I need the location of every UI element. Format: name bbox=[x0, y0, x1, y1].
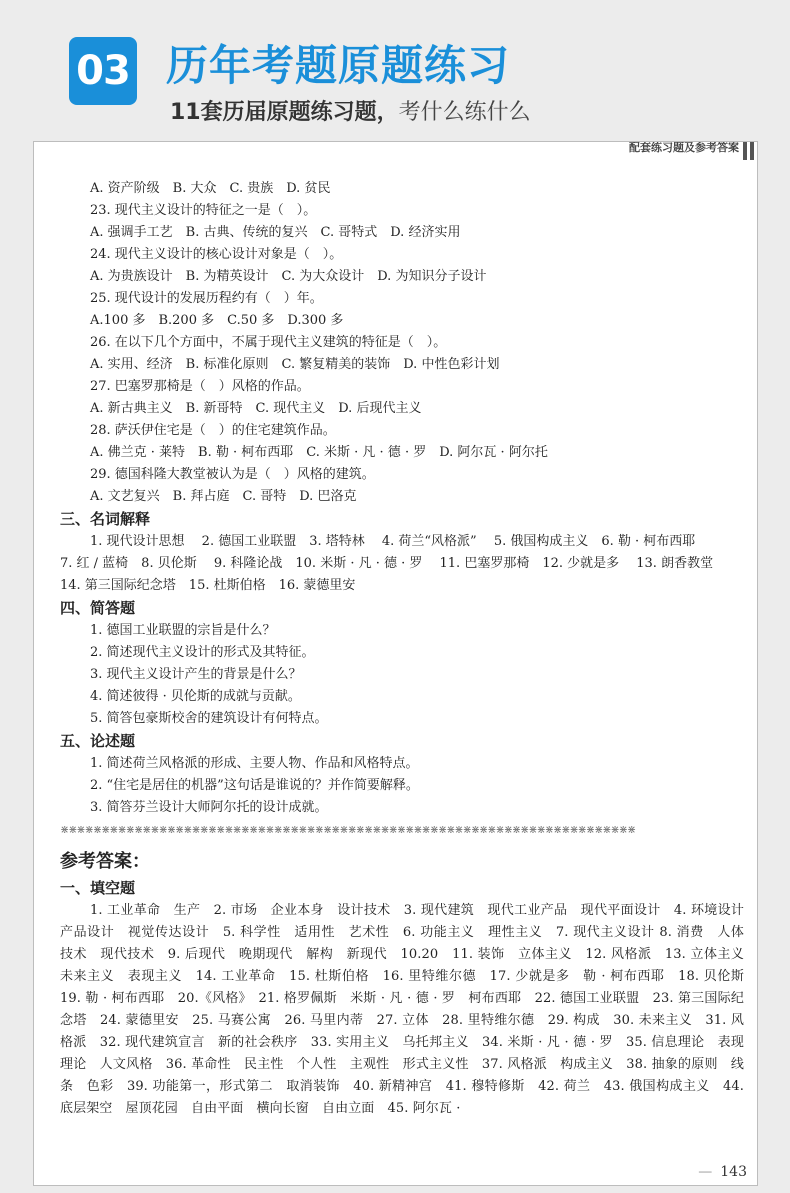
running-head: 配套练习题及参考答案 bbox=[629, 142, 739, 153]
question-list bbox=[60, 178, 744, 508]
question-line: 23. 现代主义设计的特征之一是（ ）。 bbox=[90, 203, 317, 218]
page-number bbox=[698, 1164, 747, 1180]
question-line: A. 佛兰克 · 莱特 B. 勒 · 柯布西耶 C. 米斯 · 凡 · 德 · 罗 D. 阿尔瓦 · 阿尔托 bbox=[90, 445, 548, 460]
question-line: 28. 萨沃伊住宅是（ ）的住宅建筑作品。 bbox=[90, 423, 336, 438]
terms-line: 7. 红 / 蓝椅 8. 贝伦斯 9. 科隆论战 10. 米斯 · 凡 · 德 · 罗 11. 巴塞罗那椅 12. 少就是多 13. 朗香教堂 bbox=[60, 556, 714, 571]
question-line: A. 强调手工艺 B. 古典、传统的复兴 C. 哥特式 D. 经济实用 bbox=[90, 225, 461, 240]
document-page bbox=[33, 141, 758, 1186]
section-title-terms: 三、名词解释 bbox=[60, 510, 151, 528]
question-line: A. 为贵族设计 B. 为精英设计 C. 为大众设计 D. 为知识分子设计 bbox=[90, 269, 487, 284]
page-heading: 历年考题原题练习 bbox=[166, 41, 511, 90]
answers-section-title: 一、填空题 bbox=[60, 879, 136, 897]
terms-line: 14. 第三国际纪念塔 15. 杜斯伯格 16. 蒙德里安 bbox=[60, 578, 356, 593]
list-item: 2. “住宅是居住的机器”这句话是谁说的？并作简要解释。 bbox=[90, 778, 419, 793]
subheading-rest: 考什么练什么 bbox=[398, 100, 531, 125]
answers-title: 参考答案： bbox=[60, 851, 150, 872]
question-line: A. 实用、经济 B. 标准化原则 C. 繁复精美的装饰 D. 中性色彩计划 bbox=[90, 357, 500, 372]
question-line: 29. 德国科隆大教堂被认为是（ ）风格的建筑。 bbox=[90, 467, 375, 482]
list-item: 4. 简述彼得 · 贝伦斯的成就与贡献。 bbox=[90, 689, 301, 704]
section-title-essay: 五、论述题 bbox=[60, 732, 136, 750]
list-item: 1. 德国工业联盟的宗旨是什么？ bbox=[90, 623, 276, 638]
question-line: 27. 巴塞罗那椅是（ ）风格的作品。 bbox=[90, 379, 310, 394]
question-line: 26. 在以下几个方面中，不属于现代主义建筑的特征是（ ）。 bbox=[90, 335, 447, 350]
terms-line: 1. 现代设计思想 2. 德国工业联盟 3. 塔特林 4. 荷兰“风格派” 5. 俄国构成主义 6. 勒 · 柯布西耶 bbox=[90, 534, 696, 549]
question-line: A. 资产阶级 B. 大众 C. 贵族 D. 贫民 bbox=[90, 181, 331, 196]
section-title-short-answer: 四、简答题 bbox=[60, 599, 136, 617]
list-item: 3. 现代主义设计产生的背景是什么？ bbox=[90, 667, 302, 682]
list-item: 1. 简述荷兰风格派的形成、主要人物、作品和风格特点。 bbox=[90, 756, 419, 771]
page-content bbox=[60, 178, 758, 1120]
page-dash: — bbox=[698, 1164, 713, 1180]
question-line: 25. 现代设计的发展历程约有（ ）年。 bbox=[90, 291, 323, 306]
page-edge-bars bbox=[743, 142, 757, 160]
page-number-value: 143 bbox=[720, 1164, 747, 1180]
question-line: A. 文艺复兴 B. 拜占庭 C. 哥特 D. 巴洛克 bbox=[90, 489, 357, 504]
page-subheading bbox=[170, 95, 531, 126]
chapter-badge: 03 bbox=[69, 37, 137, 105]
list-item: 5. 简答包豪斯校舍的建筑设计有何特点。 bbox=[90, 711, 328, 726]
list-item: 2. 简述现代主义设计的形式及其特征。 bbox=[90, 645, 315, 660]
list-item: 3. 简答芬兰设计大师阿尔托的设计成就。 bbox=[90, 800, 328, 815]
question-line: 24. 现代主义设计的核心设计对象是（ ）。 bbox=[90, 247, 343, 262]
section-divider: ⋇⋇⋇⋇⋇⋇⋇⋇⋇⋇⋇⋇⋇⋇⋇⋇⋇⋇⋇⋇⋇⋇⋇⋇⋇⋇⋇⋇⋇⋇⋇⋇⋇⋇⋇⋇⋇⋇⋇⋇⋇⋇⋇⋇⋇⋇⋇⋇⋇⋇⋇⋇⋇⋇⋇⋇⋇⋇⋇⋇⋇⋇⋇⋇⋇⋇⋇⋇⋇⋇ bbox=[60, 823, 636, 836]
question-line: A. 新古典主义 B. 新哥特 C. 现代主义 D. 后现代主义 bbox=[90, 401, 422, 416]
question-line: A.100 多 B.200 多 C.50 多 D.300 多 bbox=[90, 313, 344, 328]
subheading-strong: 11套历届原题练习题， bbox=[170, 100, 399, 125]
answers-body: 1. 工业革命 生产 2. 市场 企业本身 设计技术 3. 现代建筑 现代工业产品 现代平面设计 4. 环境设计 产品设计 视觉传达设计 5. 科学性 适用性 艺术性 6. 功能主义 理性主义 7. 现代主义设计 8. 消费 人体 技术 现代技术 9. 后现代 晚期现代 解构 新现代 10.20 11. 装饰 立体主义 12. 风格派 13. 立体主义 未来主义 表现主义 14. 工业革命 15. 杜斯伯格 16. 里特维尔德 17. 少就是多 勒 · 柯布西耶 18. 贝伦斯 19. 勒 · 柯布西耶 20.《风格》 21. 格罗佩斯 米斯 · 凡 · 德 · 罗 柯布西耶 22. 德国工业联盟 23. 第三国际纪念塔 24. 蒙德里安 25. 马赛公寓 26. 马里内蒂 27. 立体 28. 里特维尔德 29. 构成 30. 未来主义 31. 风格派 32. 现代建筑宣言 新的社会秩序 33. 实用主义 乌托邦主义 34. 米斯 · 凡 · 德 · 罗 35. 信息理论 表现理论 人文风格 36. 革命性 民主性 个人性 主观性 形式主义性 37. 风格派 构成主义 38. 抽象的原则 线条 色彩 39. 功能第一，形式第二 取消装饰 40. 新精神宫 41. 穆特修斯 42. 荷兰 43. 俄国构成主义 44. 底层架空 屋顶花园 自由平面 横向长窗 自由立面 45. 阿尔瓦 · bbox=[60, 903, 758, 1116]
